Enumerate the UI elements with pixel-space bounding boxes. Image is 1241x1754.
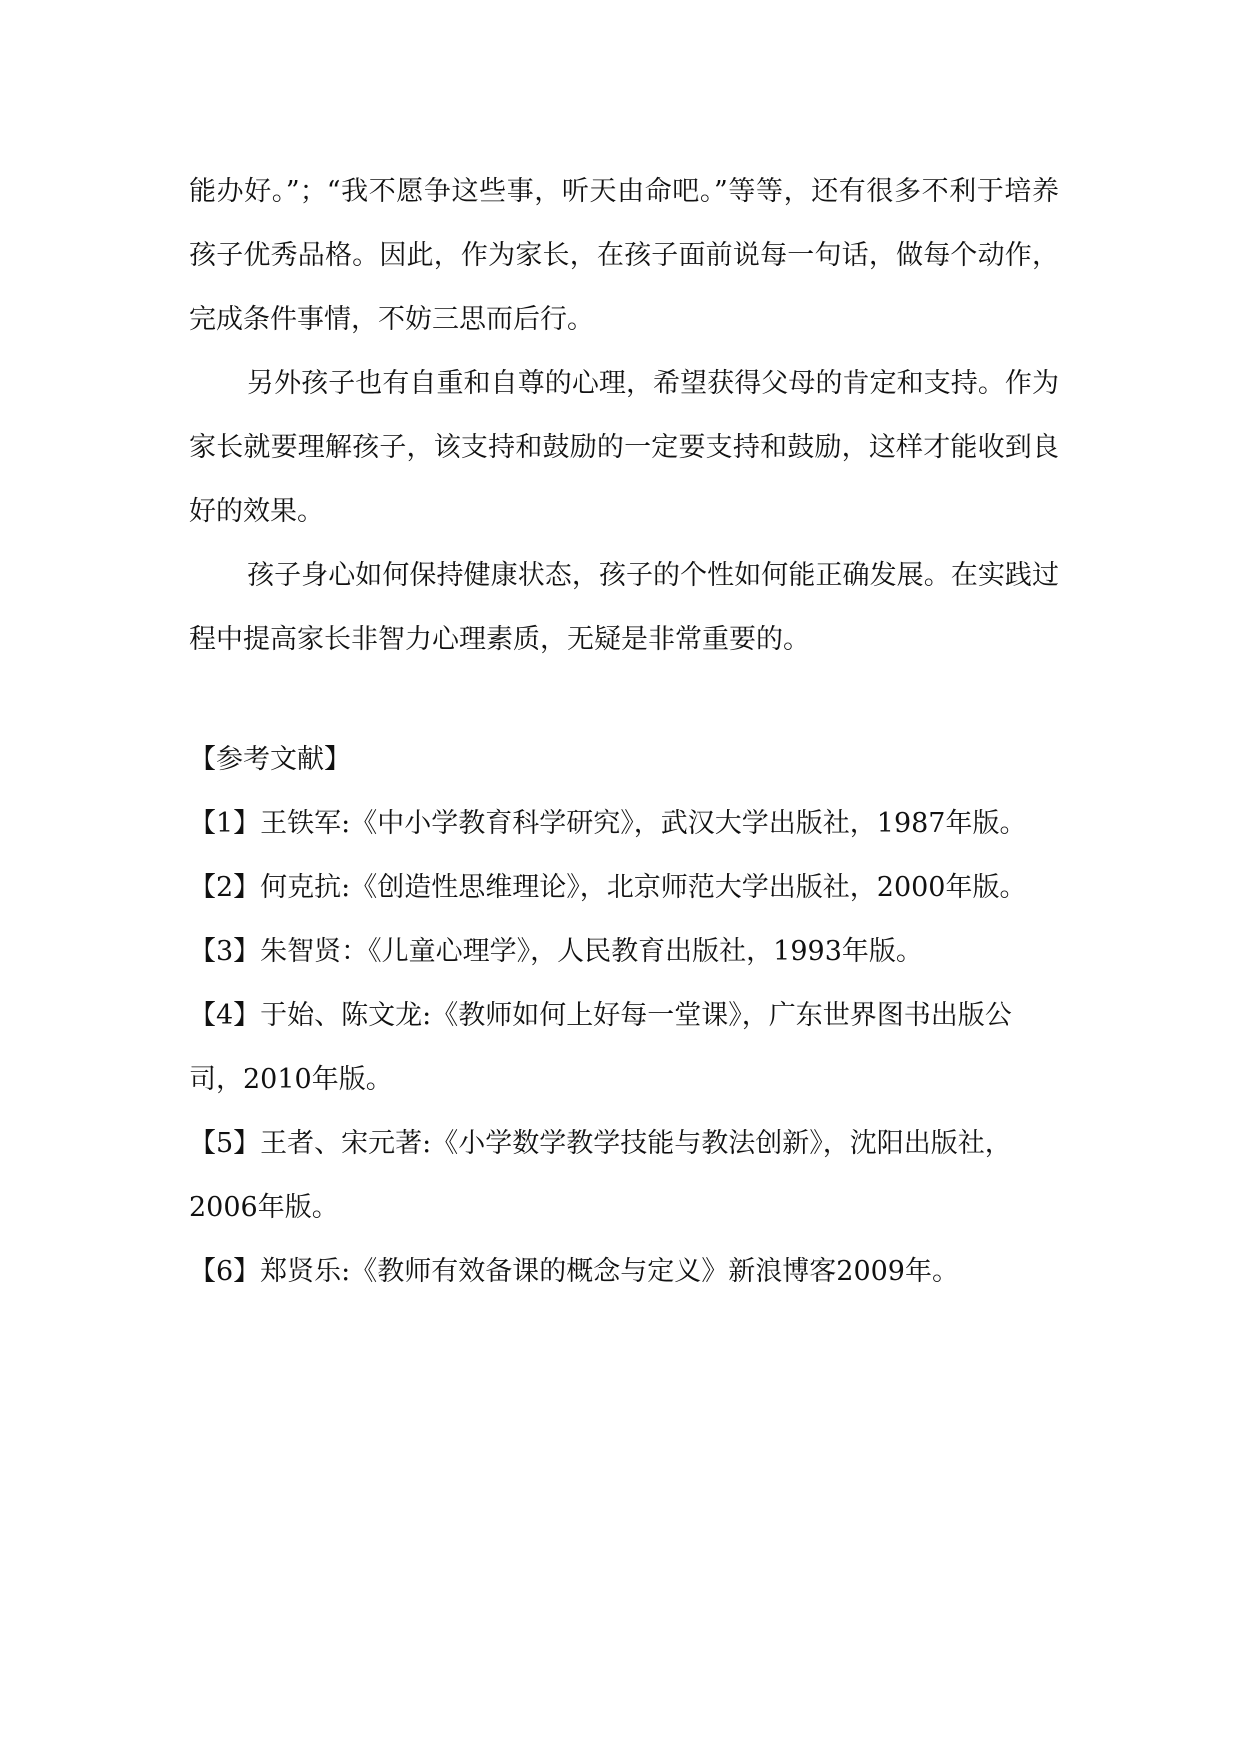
- page-content: [189, 160, 1059, 1304]
- reference-item-5: 【5】王者、宋元著:《小学数学教学技能与教法创新》，沈阳出版社，2006年版。: [189, 1128, 1012, 1223]
- body-paragraph-2: 另外孩子也有自重和自尊的心理，希望获得父母的肯定和支持。作为家长就要理解孩子，该支持和鼓励的一定要支持和鼓励，这样才能收到良好的效果。: [189, 368, 1059, 527]
- reference-item-1: 【1】王铁军:《中小学教育科学研究》，武汉大学出版社，1987年版。: [189, 808, 1027, 839]
- reference-item-6: 【6】郑贤乐:《教师有效备课的概念与定义》新浪博客2009年。: [189, 1256, 959, 1287]
- body-paragraph-3: 孩子身心如何保持健康状态，孩子的个性如何能正确发展。在实践过程中提高家长非智力心理素质，无疑是非常重要的。: [189, 560, 1059, 655]
- body-paragraph-1: 能办好。”；“我不愿争这些事，听天由命吧。”等等，还有很多不利于培养孩子优秀品格。因此，作为家长，在孩子面前说每一句话，做每个动作，完成条件事情，不妨三思而后行。: [189, 176, 1059, 335]
- references-section: [189, 728, 1059, 1304]
- reference-item-4: 【4】于始、陈文龙:《教师如何上好每一堂课》，广东世界图书出版公司，2010年版。: [189, 1000, 1012, 1095]
- reference-item-3: 【3】朱智贤：《儿童心理学》，人民教育出版社，1993年版。: [189, 936, 923, 967]
- reference-item-2: 【2】何克抗:《创造性思维理论》，北京师范大学出版社，2000年版。: [189, 872, 1027, 903]
- references-heading: 【参考文献】: [189, 744, 351, 775]
